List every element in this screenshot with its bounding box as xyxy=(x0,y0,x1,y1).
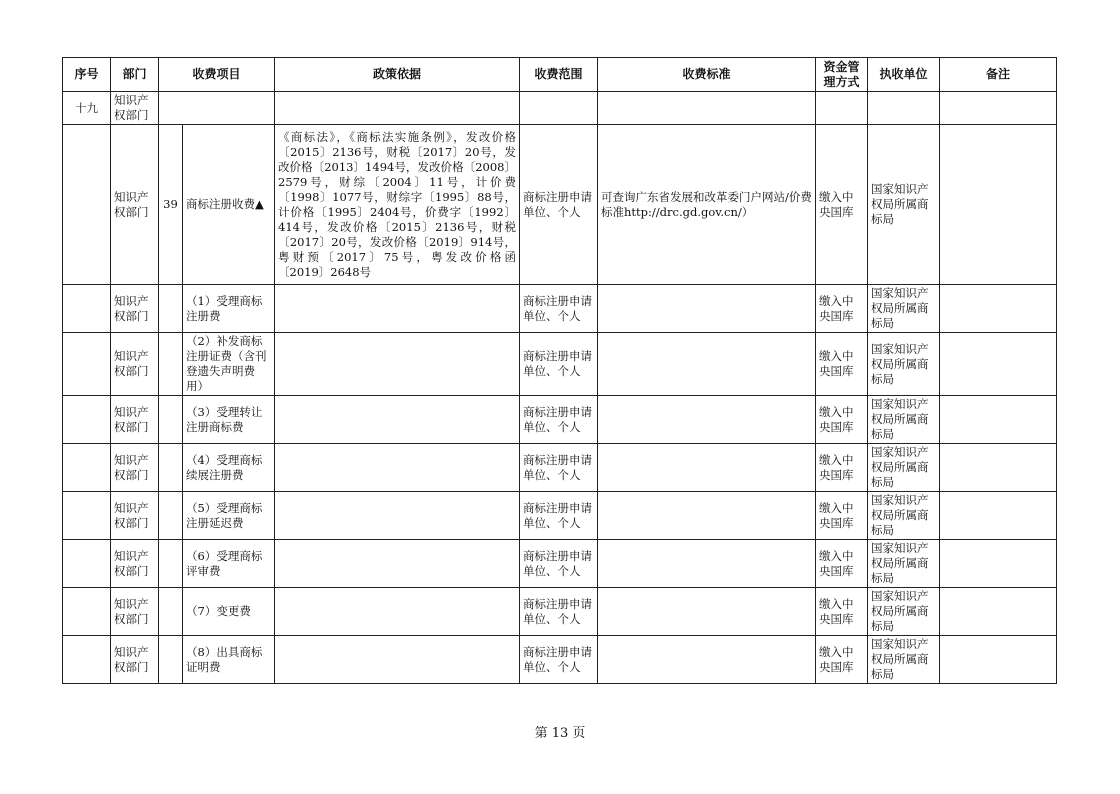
fee-table xyxy=(62,57,1057,684)
sub-dept: 知识产权部门 xyxy=(111,285,159,333)
sub-empty-standard xyxy=(598,492,816,540)
sub-unit: 国家知识产权局所属商标局 xyxy=(868,333,940,396)
sub-unit: 国家知识产权局所属商标局 xyxy=(868,492,940,540)
header-dept: 部门 xyxy=(111,58,159,92)
sub-empty-policy xyxy=(275,540,520,588)
sub-empty-standard xyxy=(598,588,816,636)
section-empty-remark xyxy=(940,92,1057,125)
sub-dept: 知识产权部门 xyxy=(111,540,159,588)
table-row xyxy=(63,492,1057,540)
main-row xyxy=(63,125,1057,285)
sub-empty-policy xyxy=(275,285,520,333)
sub-empty-no2 xyxy=(159,444,183,492)
sub-item: （5）受理商标注册延迟费 xyxy=(183,492,275,540)
header-unit: 执收单位 xyxy=(868,58,940,92)
sub-scope: 商标注册申请单位、个人 xyxy=(520,492,598,540)
sub-remark xyxy=(940,636,1057,684)
sub-remark xyxy=(940,588,1057,636)
sub-dept: 知识产权部门 xyxy=(111,492,159,540)
main-policy: 《商标法》，《商标法实施条例》，发改价格〔2015〕2136号，财税〔2017〕20号，发改价格〔2013〕1494号，发改价格〔2008〕2579号，财综〔2004〕11号，计价费〔1998〕1077号，财综字〔1995〕88号，计价格〔1995〕2404号，价费字〔1992〕414号，发改价格〔2015〕2136号，财税〔2017〕20号，发改价格〔2019〕914号，粤财预〔2017〕75号，粤发改价格函〔2019〕2648号 xyxy=(275,125,520,285)
sub-empty-no2 xyxy=(159,333,183,396)
header-row xyxy=(63,58,1057,92)
sub-empty-policy xyxy=(275,333,520,396)
sub-remark xyxy=(940,540,1057,588)
sub-fund: 缴入中央国库 xyxy=(816,396,868,444)
sub-fund: 缴入中央国库 xyxy=(816,333,868,396)
sub-empty-standard xyxy=(598,285,816,333)
table-row xyxy=(63,285,1057,333)
section-empty-fund xyxy=(816,92,868,125)
sub-item: （3）受理转让注册商标费 xyxy=(183,396,275,444)
sub-unit: 国家知识产权局所属商标局 xyxy=(868,540,940,588)
sub-empty-no xyxy=(63,540,111,588)
sub-item: （2）补发商标注册证费（含刊登遗失声明费用） xyxy=(183,333,275,396)
section-empty-unit xyxy=(868,92,940,125)
table-row xyxy=(63,588,1057,636)
header-standard: 收费标准 xyxy=(598,58,816,92)
sub-unit: 国家知识产权局所属商标局 xyxy=(868,285,940,333)
section-no: 十九 xyxy=(63,92,111,125)
sub-remark xyxy=(940,285,1057,333)
sub-empty-standard xyxy=(598,333,816,396)
table-row xyxy=(63,540,1057,588)
table-row xyxy=(63,396,1057,444)
header-policy: 政策依据 xyxy=(275,58,520,92)
main-fund: 缴入中央国库 xyxy=(816,125,868,285)
header-remark: 备注 xyxy=(940,58,1057,92)
main-remark xyxy=(940,125,1057,285)
sub-fund: 缴入中央国库 xyxy=(816,444,868,492)
sub-scope: 商标注册申请单位、个人 xyxy=(520,636,598,684)
table-row xyxy=(63,333,1057,396)
sub-empty-no2 xyxy=(159,285,183,333)
main-scope: 商标注册申请单位、个人 xyxy=(520,125,598,285)
sub-empty-policy xyxy=(275,492,520,540)
sub-dept: 知识产权部门 xyxy=(111,333,159,396)
section-empty-scope xyxy=(520,92,598,125)
sub-item: （8）出具商标证明费 xyxy=(183,636,275,684)
main-standard: 可查询广东省发展和改革委门户网站/价费标准http://drc.gd.gov.cn/） xyxy=(598,125,816,285)
main-no: 39 xyxy=(159,125,183,285)
sub-scope: 商标注册申请单位、个人 xyxy=(520,396,598,444)
section-dept: 知识产权部门 xyxy=(111,92,159,125)
sub-scope: 商标注册申请单位、个人 xyxy=(520,444,598,492)
sub-empty-no xyxy=(63,396,111,444)
table-row xyxy=(63,444,1057,492)
sub-fund: 缴入中央国库 xyxy=(816,492,868,540)
sub-unit: 国家知识产权局所属商标局 xyxy=(868,444,940,492)
sub-dept: 知识产权部门 xyxy=(111,588,159,636)
section-empty-policy xyxy=(275,92,520,125)
sub-item: （1）受理商标注册费 xyxy=(183,285,275,333)
sub-dept: 知识产权部门 xyxy=(111,444,159,492)
section-row xyxy=(63,92,1057,125)
sub-empty-no2 xyxy=(159,588,183,636)
sub-empty-policy xyxy=(275,636,520,684)
sub-remark xyxy=(940,492,1057,540)
section-empty-item xyxy=(159,92,275,125)
sub-scope: 商标注册申请单位、个人 xyxy=(520,333,598,396)
sub-item: （7）变更费 xyxy=(183,588,275,636)
sub-empty-policy xyxy=(275,444,520,492)
sub-empty-standard xyxy=(598,636,816,684)
sub-scope: 商标注册申请单位、个人 xyxy=(520,540,598,588)
sub-fund: 缴入中央国库 xyxy=(816,285,868,333)
section-empty-standard xyxy=(598,92,816,125)
sub-dept: 知识产权部门 xyxy=(111,636,159,684)
main-unit: 国家知识产权局所属商标局 xyxy=(868,125,940,285)
sub-fund: 缴入中央国库 xyxy=(816,588,868,636)
sub-empty-policy xyxy=(275,396,520,444)
header-no: 序号 xyxy=(63,58,111,92)
sub-scope: 商标注册申请单位、个人 xyxy=(520,285,598,333)
sub-empty-standard xyxy=(598,444,816,492)
table-row xyxy=(63,636,1057,684)
header-scope: 收费范围 xyxy=(520,58,598,92)
sub-unit: 国家知识产权局所属商标局 xyxy=(868,588,940,636)
sub-empty-no xyxy=(63,636,111,684)
sub-empty-no2 xyxy=(159,540,183,588)
sub-remark xyxy=(940,333,1057,396)
sub-remark xyxy=(940,396,1057,444)
sub-empty-standard xyxy=(598,540,816,588)
sub-empty-standard xyxy=(598,396,816,444)
sub-empty-no xyxy=(63,492,111,540)
sub-empty-no2 xyxy=(159,396,183,444)
header-item: 收费项目 xyxy=(159,58,275,92)
sub-empty-no xyxy=(63,444,111,492)
main-empty-no xyxy=(63,125,111,285)
sub-empty-no2 xyxy=(159,636,183,684)
header-fund: 资金管理方式 xyxy=(816,58,868,92)
sub-item: （6）受理商标评审费 xyxy=(183,540,275,588)
main-dept: 知识产权部门 xyxy=(111,125,159,285)
sub-remark xyxy=(940,444,1057,492)
sub-unit: 国家知识产权局所属商标局 xyxy=(868,636,940,684)
sub-scope: 商标注册申请单位、个人 xyxy=(520,588,598,636)
main-item: 商标注册收费▲ xyxy=(183,125,275,285)
sub-fund: 缴入中央国库 xyxy=(816,636,868,684)
sub-empty-no xyxy=(63,285,111,333)
sub-empty-no xyxy=(63,333,111,396)
sub-fund: 缴入中央国库 xyxy=(816,540,868,588)
sub-empty-no2 xyxy=(159,492,183,540)
sub-dept: 知识产权部门 xyxy=(111,396,159,444)
sub-items xyxy=(63,285,1057,684)
sub-unit: 国家知识产权局所属商标局 xyxy=(868,396,940,444)
sub-empty-no xyxy=(63,588,111,636)
sub-empty-policy xyxy=(275,588,520,636)
page-number: 第 13 页 xyxy=(534,726,586,741)
sub-item: （4）受理商标续展注册费 xyxy=(183,444,275,492)
